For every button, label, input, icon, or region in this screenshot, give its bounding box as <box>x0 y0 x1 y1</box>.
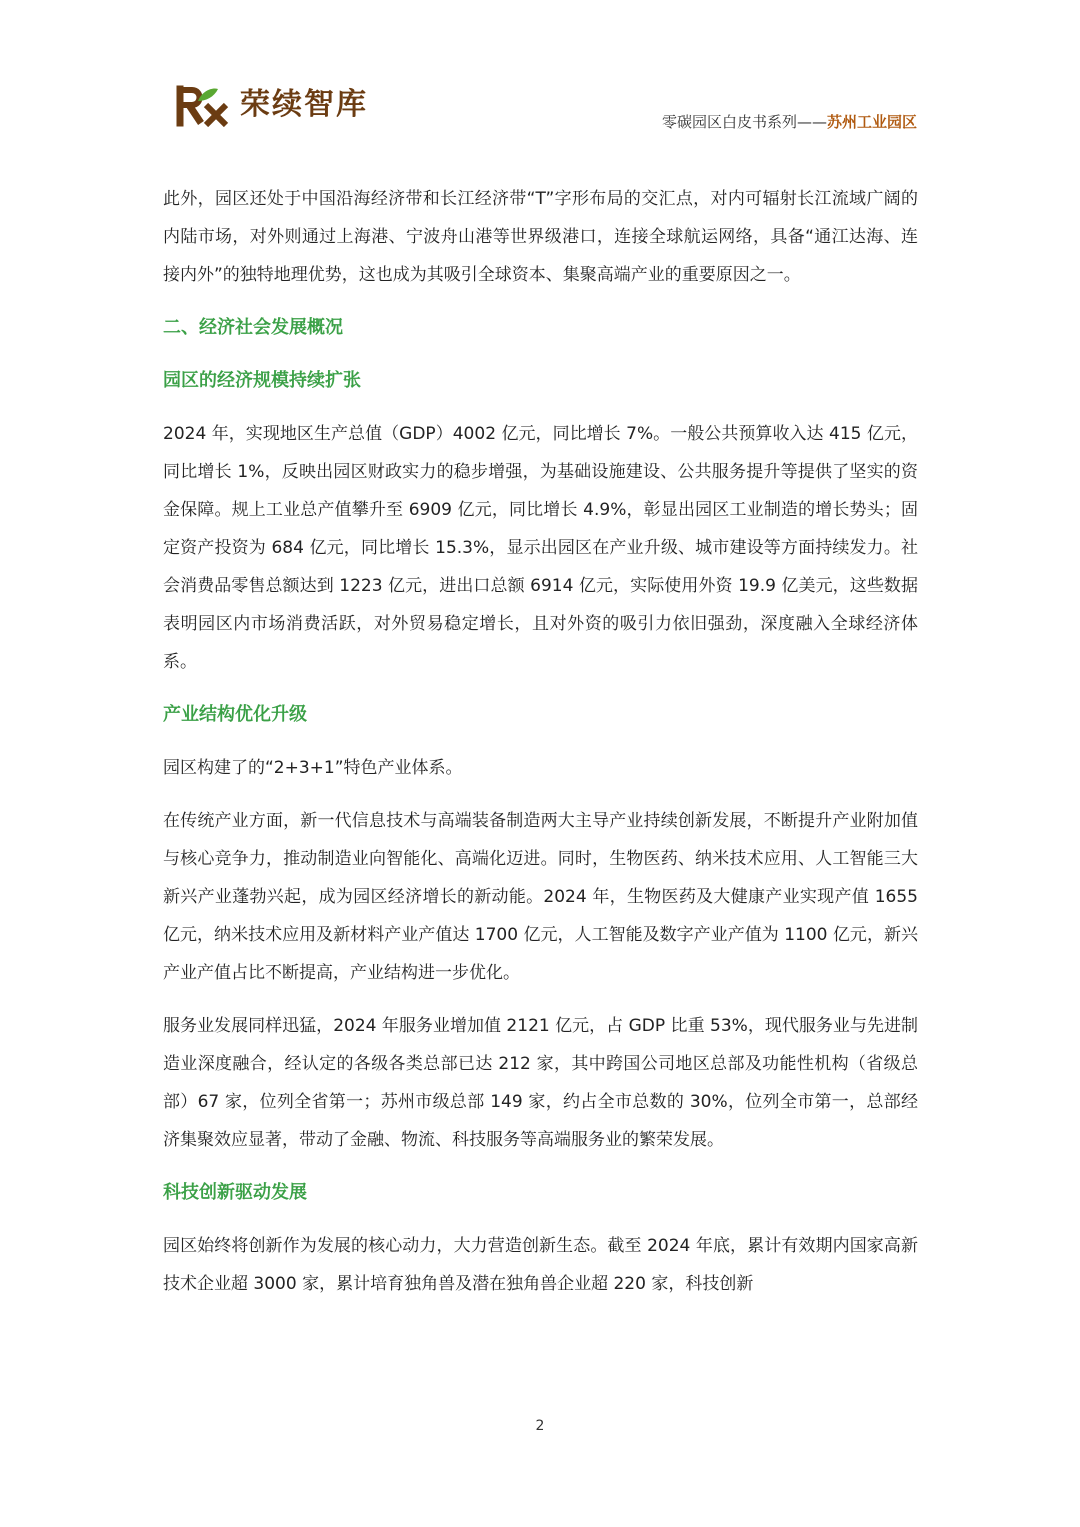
intro-paragraph: 此外，园区还处于中国沿海经济带和长江经济带“T”字形布局的交汇点，对内可辐射长江流域广阔的内陆市场，对外则通过上海港、宁波舟山港等世界级港口，连接全球航运网络，具备“通江达海、连接内外”的独特地理优势，这也成为其吸引全球资本、集聚高端产业的重要原因之一。 <box>163 189 918 285</box>
section-title: 二、经济社会发展概况 <box>163 317 343 338</box>
page-number: 2 <box>535 1418 545 1434</box>
series-title <box>662 111 917 133</box>
subsection-title: 产业结构优化升级 <box>163 704 307 725</box>
body-paragraph: 服务业发展同样迅猛，2024 年服务业增加值 2121 亿元，占 GDP 比重 53%，现代服务业与先进制造业深度融合，经认定的各级各类总部已达 212 家，其中跨国公司地区总部及功能性机构（省级总部）67 家，位列全省第一；苏州市级总部 149 家，约占全市总数的 30%，位列全市第一，总部经济集聚效应显著，带动了金融、物流、科技服务等高端服务业的繁荣发展。 <box>163 1016 918 1150</box>
subsection-title: 科技创新驱动发展 <box>163 1182 307 1203</box>
document-body <box>163 180 918 1318</box>
rx-logo-mark-icon <box>176 83 236 127</box>
brand-name: 荣续智库 <box>240 87 368 122</box>
body-paragraph: 园区始终将创新作为发展的核心动力，大力营造创新生态。截至 2024 年底，累计有效期内国家高新技术企业超 3000 家，累计培育独角兽及潜在独角兽企业超 220 家，科技创新 <box>163 1236 918 1294</box>
series-prefix: 零碳园区白皮书系列—— <box>661 113 827 131</box>
brand-logo <box>176 82 368 128</box>
subsection-title: 园区的经济规模持续扩张 <box>163 370 361 391</box>
page-header <box>0 0 1080 150</box>
body-paragraph: 园区构建了的“2+3+1”特色产业体系。 <box>163 758 463 778</box>
body-paragraph: 2024 年，实现地区生产总值（GDP）4002 亿元，同比增长 7%。一般公共预算收入达 415 亿元，同比增长 1%，反映出园区财政实力的稳步增强，为基础设施建设、公共服务提升等提供了坚实的资金保障。规上工业总产值攀升至 6909 亿元，同比增长 4.9%，彰显出园区工业制造的增长势头；固定资产投资为 684 亿元，同比增长 15.3%，显示出园区在产业升级、城市建设等方面持续发力。社会消费品零售总额达到 1223 亿元，进出口总额 6914 亿元，实际使用外资 19.9 亿美元，这些数据表明园区内市场消费活跃，对外贸易稳定增长，且对外资的吸引力依旧强劲，深度融入全球经济体系。 <box>163 424 918 672</box>
body-paragraph: 在传统产业方面，新一代信息技术与高端装备制造两大主导产业持续创新发展，不断提升产业附加值与核心竞争力，推动制造业向智能化、高端化迈进。同时，生物医药、纳米技术应用、人工智能三大新兴产业蓬勃兴起，成为园区经济增长的新动能。2024 年，生物医药及大健康产业实现产值 1655 亿元，纳米技术应用及新材料产业产值达 1700 亿元，人工智能及数字产业产值为 1100 亿元，新兴产业产值占比不断提高，产业结构进一步优化。 <box>163 811 918 983</box>
series-highlight: 苏州工业园区 <box>826 113 917 131</box>
